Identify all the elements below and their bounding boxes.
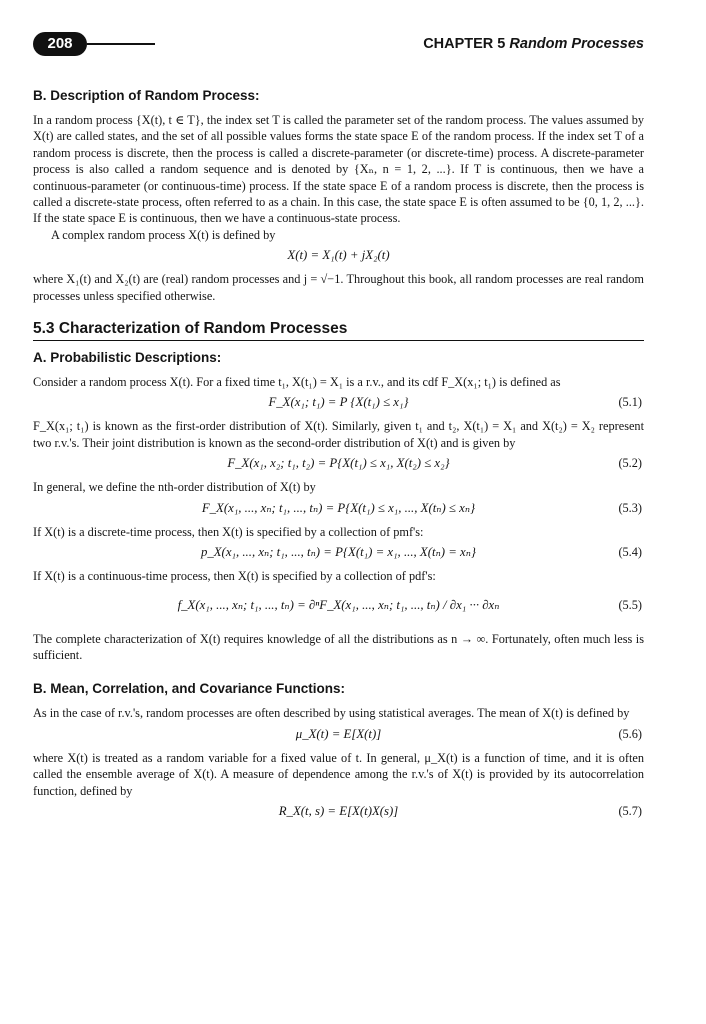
page-content — [33, 88, 644, 827]
paragraph-nth-order: In general, we define the nth-order distribution of X(t) by — [33, 480, 316, 495]
heading-description-random-process: B. Description of Random Process: — [33, 88, 260, 103]
equation-5-1-body: F_X(x₁; t₁) = P {X(t₁) ≤ x₁} — [268, 395, 409, 410]
equation-5-2-number: (5.2) — [618, 456, 642, 471]
chapter-name: Random Processes — [509, 36, 644, 52]
equation-5-6 — [33, 722, 644, 750]
equation-5-4-number: (5.4) — [618, 545, 642, 560]
paragraph-fixed-time: Consider a random process X(t). For a fixed time t₁, X(t₁) = X₁ is a r.v., and its cdf F_X(x₁; t₁) is defined as — [33, 375, 561, 390]
equation-5-3-number: (5.3) — [618, 500, 642, 515]
equation-5-5-number: (5.5) — [618, 597, 642, 612]
equation-5-4-body: p_X(x₁, ..., xₙ; t₁, ..., tₙ) = P{X(t₁) = x₁, ..., X(tₙ) = xₙ} — [200, 545, 477, 560]
equation-5-7-number: (5.7) — [618, 803, 642, 818]
running-header — [33, 32, 644, 58]
equation-5-7 — [33, 799, 644, 827]
equation-5-3 — [33, 496, 644, 524]
equation-5-1 — [33, 390, 644, 418]
paragraph-continuous-time: If X(t) is a continuous-time process, then X(t) is specified by a collection of pdf's: — [33, 569, 436, 584]
equation-complex-process — [33, 243, 644, 271]
heading-probabilistic-descriptions: A. Probabilistic Descriptions: — [33, 350, 222, 366]
equation-5-5 — [33, 585, 644, 631]
paragraph-complex-process: A complex random process X(t) is defined by — [51, 227, 276, 242]
paragraph-parameter-set: In a random process {X(t), t ∈ T}, the index set T is called the parameter set of the random process. The values assumed by X(t) are called states, and the set of all possible values forms the state space E of the random process. If the index set T of a random process is discrete, then the process is called a discrete-parameter (or discrete-time) process. A discrete-parameter process is also called a random sequence and is denoted by {Xₙ, n = 1, 2, ...}. If T is continuous, then we have a continuous-parameter (or continuous-time) process. If the state space E of a random process is discrete, then the process is called a discrete-state process, often referred to as a chain. In this case, the state space E is often assumed to be {0, 1, 2, ...}. If the state space E is continuous, then we have a continuous-state process. — [33, 113, 644, 226]
equation-5-2 — [33, 451, 644, 479]
paragraph-first-order: F_X(x₁; t₁) is known as the first-order distribution of X(t). Similarly, given t₁ and t₂, X(t₁) = X₁ and X(t₂) = X₂ represent two r.v.'s. Their joint distribution is known as the second-order distribution of X(t) and is given by — [33, 419, 644, 450]
equation-5-4 — [33, 540, 644, 568]
page-number-badge: 208 — [33, 32, 87, 56]
chapter-title — [423, 36, 644, 52]
equation-complex-body: X(t) = X₁(t) + jX₂(t) — [287, 248, 390, 263]
equation-5-2-body: F_X(x₁, x₂; t₁, t₂) = P{X(t₁) ≤ x₁, X(t₂) ≤ x₂} — [227, 456, 450, 471]
equation-5-6-number: (5.6) — [618, 726, 642, 741]
paragraph-discrete-time: If X(t) is a discrete-time process, then X(t) is specified by a collection of pmf's: — [33, 524, 424, 539]
paragraph-statistical-averages: As in the case of r.v.'s, random processes are often described by using statistical averages. The mean of X(t) is defined by — [33, 706, 630, 721]
equation-5-1-number: (5.1) — [618, 395, 642, 410]
heading-mean-correlation: B. Mean, Correlation, and Covariance Functions: — [33, 681, 346, 697]
equation-5-5-body: f_X(x₁, ..., xₙ; t₁, ..., tₙ) = ∂ⁿF_X(x₁, ..., xₙ; t₁, ..., tₙ) / ∂x₁ ··· ∂xₙ — [177, 597, 500, 612]
header-rule — [87, 43, 155, 45]
paragraph-real-processes: where X₁(t) and X₂(t) are (real) random processes and j = √−1. Throughout this book, all random processes are real random processes unless specified otherwise. — [33, 272, 644, 303]
paragraph-complete-characterization: The complete characterization of X(t) requires knowledge of all the distributions as n → ∞. Fortunately, often much less is sufficient. — [33, 631, 644, 662]
equation-5-7-body: R_X(t, s) = E[X(t)X(s)] — [278, 803, 399, 818]
equation-5-3-body: F_X(x₁, ..., xₙ; t₁, ..., tₙ) = P{X(t₁) ≤ x₁, ..., X(tₙ) ≤ xₙ} — [201, 500, 476, 515]
section-5-3-title: 5.3 Characterization of Random Processes — [33, 320, 644, 341]
equation-5-6-body: μ_X(t) = E[X(t)] — [295, 726, 382, 741]
paragraph-ensemble-average: where X(t) is treated as a random variable for a fixed value of t. In general, μ_X(t) is a function of time, and it is often called the ensemble average of X(t). A measure of dependence among the r.v.'s of X(t) is provided by its autocorrelation function, defined by — [33, 750, 644, 798]
chapter-label: CHAPTER 5 — [423, 36, 506, 52]
